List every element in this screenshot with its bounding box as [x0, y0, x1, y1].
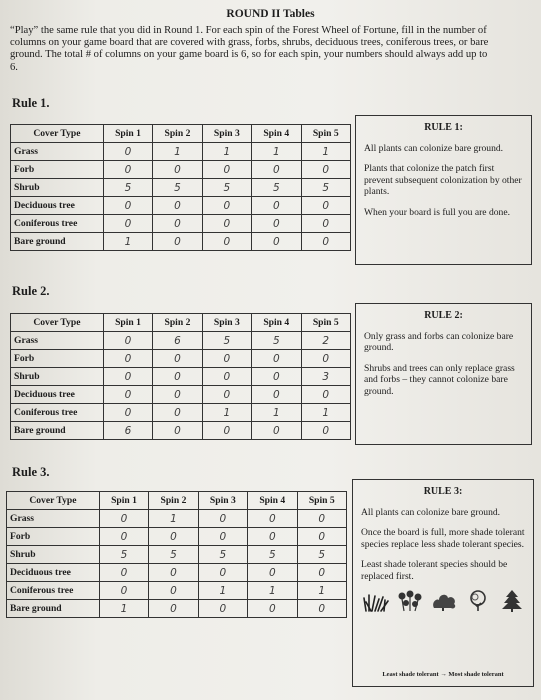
rule-3-note-3: Least shade tolerant species should be replaced first. [361, 559, 508, 582]
cover-type-label: Deciduous tree [7, 564, 100, 582]
spin-value-cell[interactable]: 1 [198, 582, 247, 600]
spin-value-cell[interactable]: 0 [202, 422, 251, 440]
spin-value-cell[interactable]: 0 [297, 510, 347, 528]
column-header-spin-4: Spin 4 [252, 314, 301, 332]
spin-value-cell[interactable]: 0 [301, 422, 351, 440]
table-row [7, 582, 347, 600]
spin-value-cell[interactable]: 0 [248, 510, 297, 528]
spin-value-cell[interactable]: 0 [103, 386, 152, 404]
rule-2-note-1: Only grass and forbs can colonize bare ground. [364, 330, 514, 353]
spin-value-cell[interactable]: 5 [149, 546, 198, 564]
spin-value-cell[interactable]: 0 [252, 197, 301, 215]
spin-value-cell[interactable]: 6 [103, 422, 152, 440]
spin-value-cell[interactable]: 0 [252, 368, 301, 386]
spin-value-cell[interactable]: 5 [103, 179, 152, 197]
spin-value-cell[interactable]: 1 [297, 582, 347, 600]
spin-value-cell[interactable]: 5 [252, 332, 301, 350]
rule-1-note-2: Plants that colonize the patch first prevent subsequent colonization by other plants. [364, 163, 522, 197]
rule-3-note-2: Once the board is full, more shade tolerant species replace less shade tolerant species. [361, 527, 525, 550]
table-row [11, 197, 351, 215]
spin-value-cell[interactable]: 0 [99, 564, 148, 582]
spin-value-cell[interactable]: 0 [252, 161, 301, 179]
spin-value-cell[interactable]: 0 [252, 350, 301, 368]
shrub-icon [431, 590, 457, 612]
cover-type-label: Coniferous tree [11, 215, 104, 233]
spin-value-cell[interactable]: 0 [198, 564, 247, 582]
spin-value-cell[interactable]: 0 [198, 600, 247, 618]
spin-value-cell[interactable]: 0 [153, 215, 202, 233]
table-row [11, 422, 351, 440]
spin-value-cell[interactable]: 0 [202, 350, 251, 368]
rule-3-box-title: RULE 3: [423, 486, 463, 497]
plant-icons-row [363, 590, 525, 612]
rule-1-box-title: RULE 1: [424, 122, 463, 133]
column-header-cover-type: Cover Type [7, 492, 100, 510]
rule-1-note-1: All plants can colonize bare ground. [364, 142, 504, 154]
spin-value-cell[interactable]: 5 [248, 546, 297, 564]
spin-value-cell[interactable]: 0 [103, 197, 152, 215]
cover-type-label: Grass [7, 510, 100, 528]
spin-value-cell[interactable]: 1 [149, 510, 198, 528]
table-header-row [7, 492, 347, 510]
spin-value-cell[interactable]: 0 [103, 332, 152, 350]
spin-value-cell[interactable]: 0 [248, 528, 297, 546]
spin-value-cell[interactable]: 0 [103, 215, 152, 233]
spin-value-cell[interactable]: 1 [202, 143, 251, 161]
spin-value-cell[interactable]: 0 [202, 197, 251, 215]
spin-value-cell[interactable]: 0 [103, 350, 152, 368]
spin-value-cell[interactable]: 0 [202, 161, 251, 179]
spin-value-cell[interactable]: 1 [103, 233, 152, 251]
spin-value-cell[interactable]: 5 [198, 546, 247, 564]
spin-value-cell[interactable]: 5 [153, 179, 202, 197]
spin-value-cell[interactable]: 3 [301, 368, 351, 386]
table-row [11, 386, 351, 404]
spin-value-cell[interactable]: 5 [202, 332, 251, 350]
spin-value-cell[interactable]: 0 [297, 564, 347, 582]
spin-value-cell[interactable]: 0 [153, 386, 202, 404]
spin-value-cell[interactable]: 0 [297, 528, 347, 546]
table-row [11, 233, 351, 251]
forb-icon [397, 590, 423, 612]
column-header-spin-2: Spin 2 [153, 125, 202, 143]
spin-value-cell[interactable]: 1 [202, 404, 251, 422]
spin-value-cell[interactable]: 0 [153, 404, 202, 422]
spin-value-cell[interactable]: 2 [301, 332, 351, 350]
spin-value-cell[interactable]: 0 [153, 350, 202, 368]
shade-tolerance-caption: Least shade tolerant → Most shade tolerant [382, 670, 504, 678]
spin-value-cell[interactable]: 0 [103, 161, 152, 179]
spin-value-cell[interactable]: 0 [297, 600, 347, 618]
spin-value-cell[interactable]: 0 [252, 233, 301, 251]
spin-value-cell[interactable]: 0 [153, 368, 202, 386]
table-row [11, 332, 351, 350]
table-header-row [11, 314, 351, 332]
table-row [7, 546, 347, 564]
cover-type-label: Shrub [7, 546, 100, 564]
table-row [11, 179, 351, 197]
intro-text: “Play” the same rule that you did in Round 1. For each spin of the Forest Wheel of Fortune, fill in the number of columns on your game board that are covered with grass, forbs, shrubs, deciduous trees, coniferous trees, or bare ground. The total # of columns on your game board is 6, so for each spin, your numbers should always add up to 6. [10, 25, 489, 73]
cover-type-label: Shrub [11, 368, 104, 386]
table-row [7, 600, 347, 618]
cover-type-label: Grass [11, 332, 104, 350]
rule-3-table [6, 491, 347, 618]
column-header-cover-type: Cover Type [11, 125, 104, 143]
spin-value-cell[interactable]: 0 [103, 404, 152, 422]
rule-3-box [352, 479, 534, 687]
cover-type-label: Bare ground [7, 600, 100, 618]
spin-value-cell[interactable]: 0 [301, 215, 351, 233]
table-row [11, 143, 351, 161]
cover-type-label: Coniferous tree [11, 404, 104, 422]
rule-2-box [355, 303, 532, 445]
spin-value-cell[interactable]: 0 [103, 143, 152, 161]
cover-type-label: Coniferous tree [7, 582, 100, 600]
cover-type-label: Grass [11, 143, 104, 161]
rule-3-heading: Rule 3. [12, 465, 50, 479]
spin-value-cell[interactable]: 0 [149, 528, 198, 546]
column-header-spin-1: Spin 1 [103, 314, 152, 332]
cover-type-label: Deciduous tree [11, 386, 104, 404]
spin-value-cell[interactable]: 0 [248, 564, 297, 582]
spin-value-cell[interactable]: 0 [252, 386, 301, 404]
table-row [7, 564, 347, 582]
spin-value-cell[interactable]: 0 [198, 510, 247, 528]
column-header-spin-3: Spin 3 [198, 492, 247, 510]
spin-value-cell[interactable]: 0 [248, 600, 297, 618]
spin-value-cell[interactable]: 0 [252, 422, 301, 440]
spin-value-cell[interactable]: 0 [301, 161, 351, 179]
rule-1-box [355, 115, 532, 265]
table-header-row [11, 125, 351, 143]
spin-value-cell[interactable]: 1 [301, 143, 351, 161]
spin-value-cell[interactable]: 0 [202, 233, 251, 251]
spin-value-cell[interactable]: 0 [202, 368, 251, 386]
rule-2-heading: Rule 2. [12, 284, 50, 298]
spin-value-cell[interactable]: 0 [252, 215, 301, 233]
spin-value-cell[interactable]: 0 [301, 233, 351, 251]
table-row [11, 215, 351, 233]
spin-value-cell[interactable]: 0 [99, 582, 148, 600]
column-header-spin-5: Spin 5 [301, 125, 351, 143]
cover-type-label: Bare ground [11, 233, 104, 251]
spin-value-cell[interactable]: 5 [252, 179, 301, 197]
spin-value-cell[interactable]: 5 [297, 546, 347, 564]
spin-value-cell[interactable]: 0 [153, 161, 202, 179]
cover-type-label: Forb [7, 528, 100, 546]
column-header-spin-1: Spin 1 [99, 492, 148, 510]
rule-2-box-title: RULE 2: [424, 310, 463, 321]
column-header-spin-5: Spin 5 [301, 314, 351, 332]
cover-type-label: Bare ground [11, 422, 104, 440]
spin-value-cell[interactable]: 1 [301, 404, 351, 422]
column-header-spin-1: Spin 1 [103, 125, 152, 143]
spin-value-cell[interactable]: 0 [149, 582, 198, 600]
column-header-spin-2: Spin 2 [149, 492, 198, 510]
spin-value-cell[interactable]: 1 [153, 143, 202, 161]
spin-value-cell[interactable]: 0 [99, 528, 148, 546]
spin-value-cell[interactable]: 0 [149, 600, 198, 618]
rule-2-note-2: Shrubs and trees can only replace grass and forbs – they cannot colonize bare ground. [364, 362, 515, 397]
cover-type-label: Forb [11, 161, 104, 179]
spin-value-cell[interactable]: 5 [99, 546, 148, 564]
spin-value-cell[interactable]: 1 [99, 600, 148, 618]
cover-type-label: Deciduous tree [11, 197, 104, 215]
coniferous-tree-icon [499, 590, 525, 612]
table-row [11, 161, 351, 179]
rule-1-heading: Rule 1. [12, 96, 50, 110]
cover-type-label: Forb [11, 350, 104, 368]
column-header-spin-5: Spin 5 [297, 492, 347, 510]
column-header-cover-type: Cover Type [11, 314, 104, 332]
grass-icon [363, 590, 389, 612]
table-row [11, 368, 351, 386]
spin-value-cell[interactable]: 1 [252, 404, 301, 422]
spin-value-cell[interactable]: 0 [153, 422, 202, 440]
spin-value-cell[interactable]: 6 [153, 332, 202, 350]
spin-value-cell[interactable]: 5 [202, 179, 251, 197]
spin-value-cell[interactable]: 0 [99, 510, 148, 528]
spin-value-cell[interactable]: 5 [301, 179, 351, 197]
spin-value-cell[interactable]: 0 [153, 233, 202, 251]
column-header-spin-3: Spin 3 [202, 314, 251, 332]
spin-value-cell[interactable]: 0 [198, 528, 247, 546]
spin-value-cell[interactable]: 0 [301, 386, 351, 404]
page-title: ROUND II Tables [226, 8, 315, 20]
spin-value-cell[interactable]: 1 [252, 143, 301, 161]
rule-1-note-3: When your board is full you are done. [364, 206, 510, 218]
column-header-spin-4: Spin 4 [252, 125, 301, 143]
column-header-spin-4: Spin 4 [248, 492, 297, 510]
spin-value-cell[interactable]: 0 [149, 564, 198, 582]
table-row [7, 528, 347, 546]
spin-value-cell[interactable]: 1 [248, 582, 297, 600]
table-row [11, 350, 351, 368]
table-row [7, 510, 347, 528]
column-header-spin-2: Spin 2 [153, 314, 202, 332]
spin-value-cell[interactable]: 0 [103, 368, 152, 386]
spin-value-cell[interactable]: 0 [202, 386, 251, 404]
spin-value-cell[interactable]: 0 [202, 215, 251, 233]
table-row [11, 404, 351, 422]
column-header-spin-3: Spin 3 [202, 125, 251, 143]
spin-value-cell[interactable]: 0 [153, 197, 202, 215]
spin-value-cell[interactable]: 0 [301, 197, 351, 215]
rule-1-table [10, 124, 351, 251]
rule-3-note-1: All plants can colonize bare ground. [361, 506, 501, 518]
rule-2-table [10, 313, 351, 440]
spin-value-cell[interactable]: 0 [301, 350, 351, 368]
deciduous-tree-icon [465, 590, 491, 612]
cover-type-label: Shrub [11, 179, 104, 197]
